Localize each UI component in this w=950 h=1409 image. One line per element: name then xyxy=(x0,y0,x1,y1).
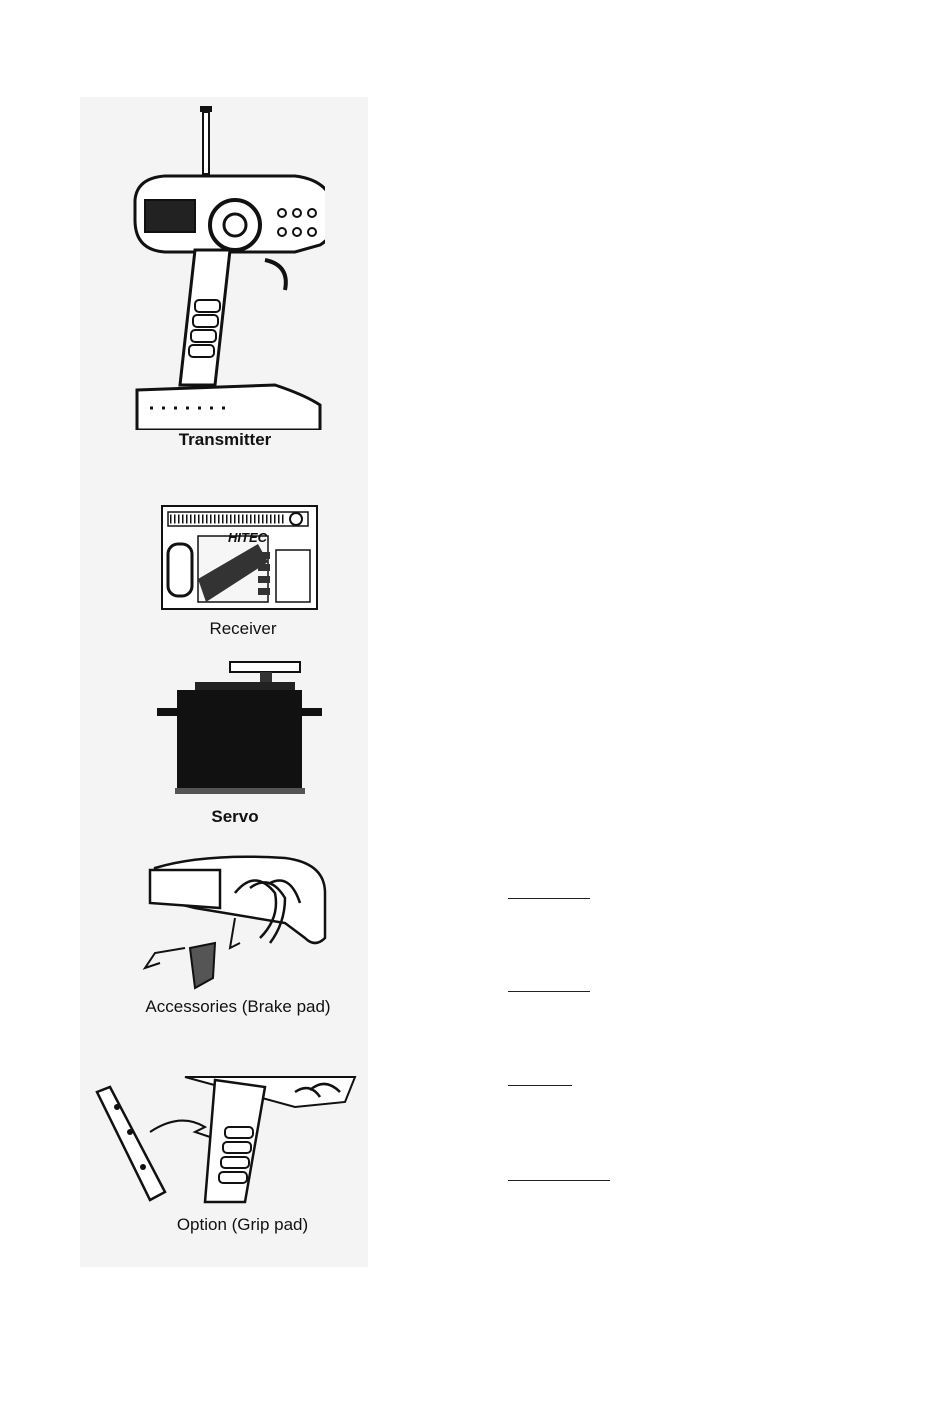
blank-line xyxy=(508,1085,572,1086)
receiver-caption: Receiver xyxy=(209,619,277,638)
brake-pad-illustration xyxy=(135,848,335,993)
transmitter-illustration xyxy=(125,100,325,430)
blank-line xyxy=(508,898,590,899)
blank-line xyxy=(508,1180,610,1181)
brake-pad-caption: Accessories (Brake pad) xyxy=(145,997,331,1016)
receiver-illustration xyxy=(158,504,320,612)
receiver-brand-logo: HITEC xyxy=(228,530,267,545)
blank-line xyxy=(508,991,590,992)
grip-pad-caption: Option (Grip pad) xyxy=(176,1215,309,1234)
servo-illustration xyxy=(155,660,325,800)
grip-pad-illustration xyxy=(95,1072,365,1207)
transmitter-caption: Transmitter xyxy=(178,430,272,449)
servo-caption: Servo xyxy=(211,807,259,826)
